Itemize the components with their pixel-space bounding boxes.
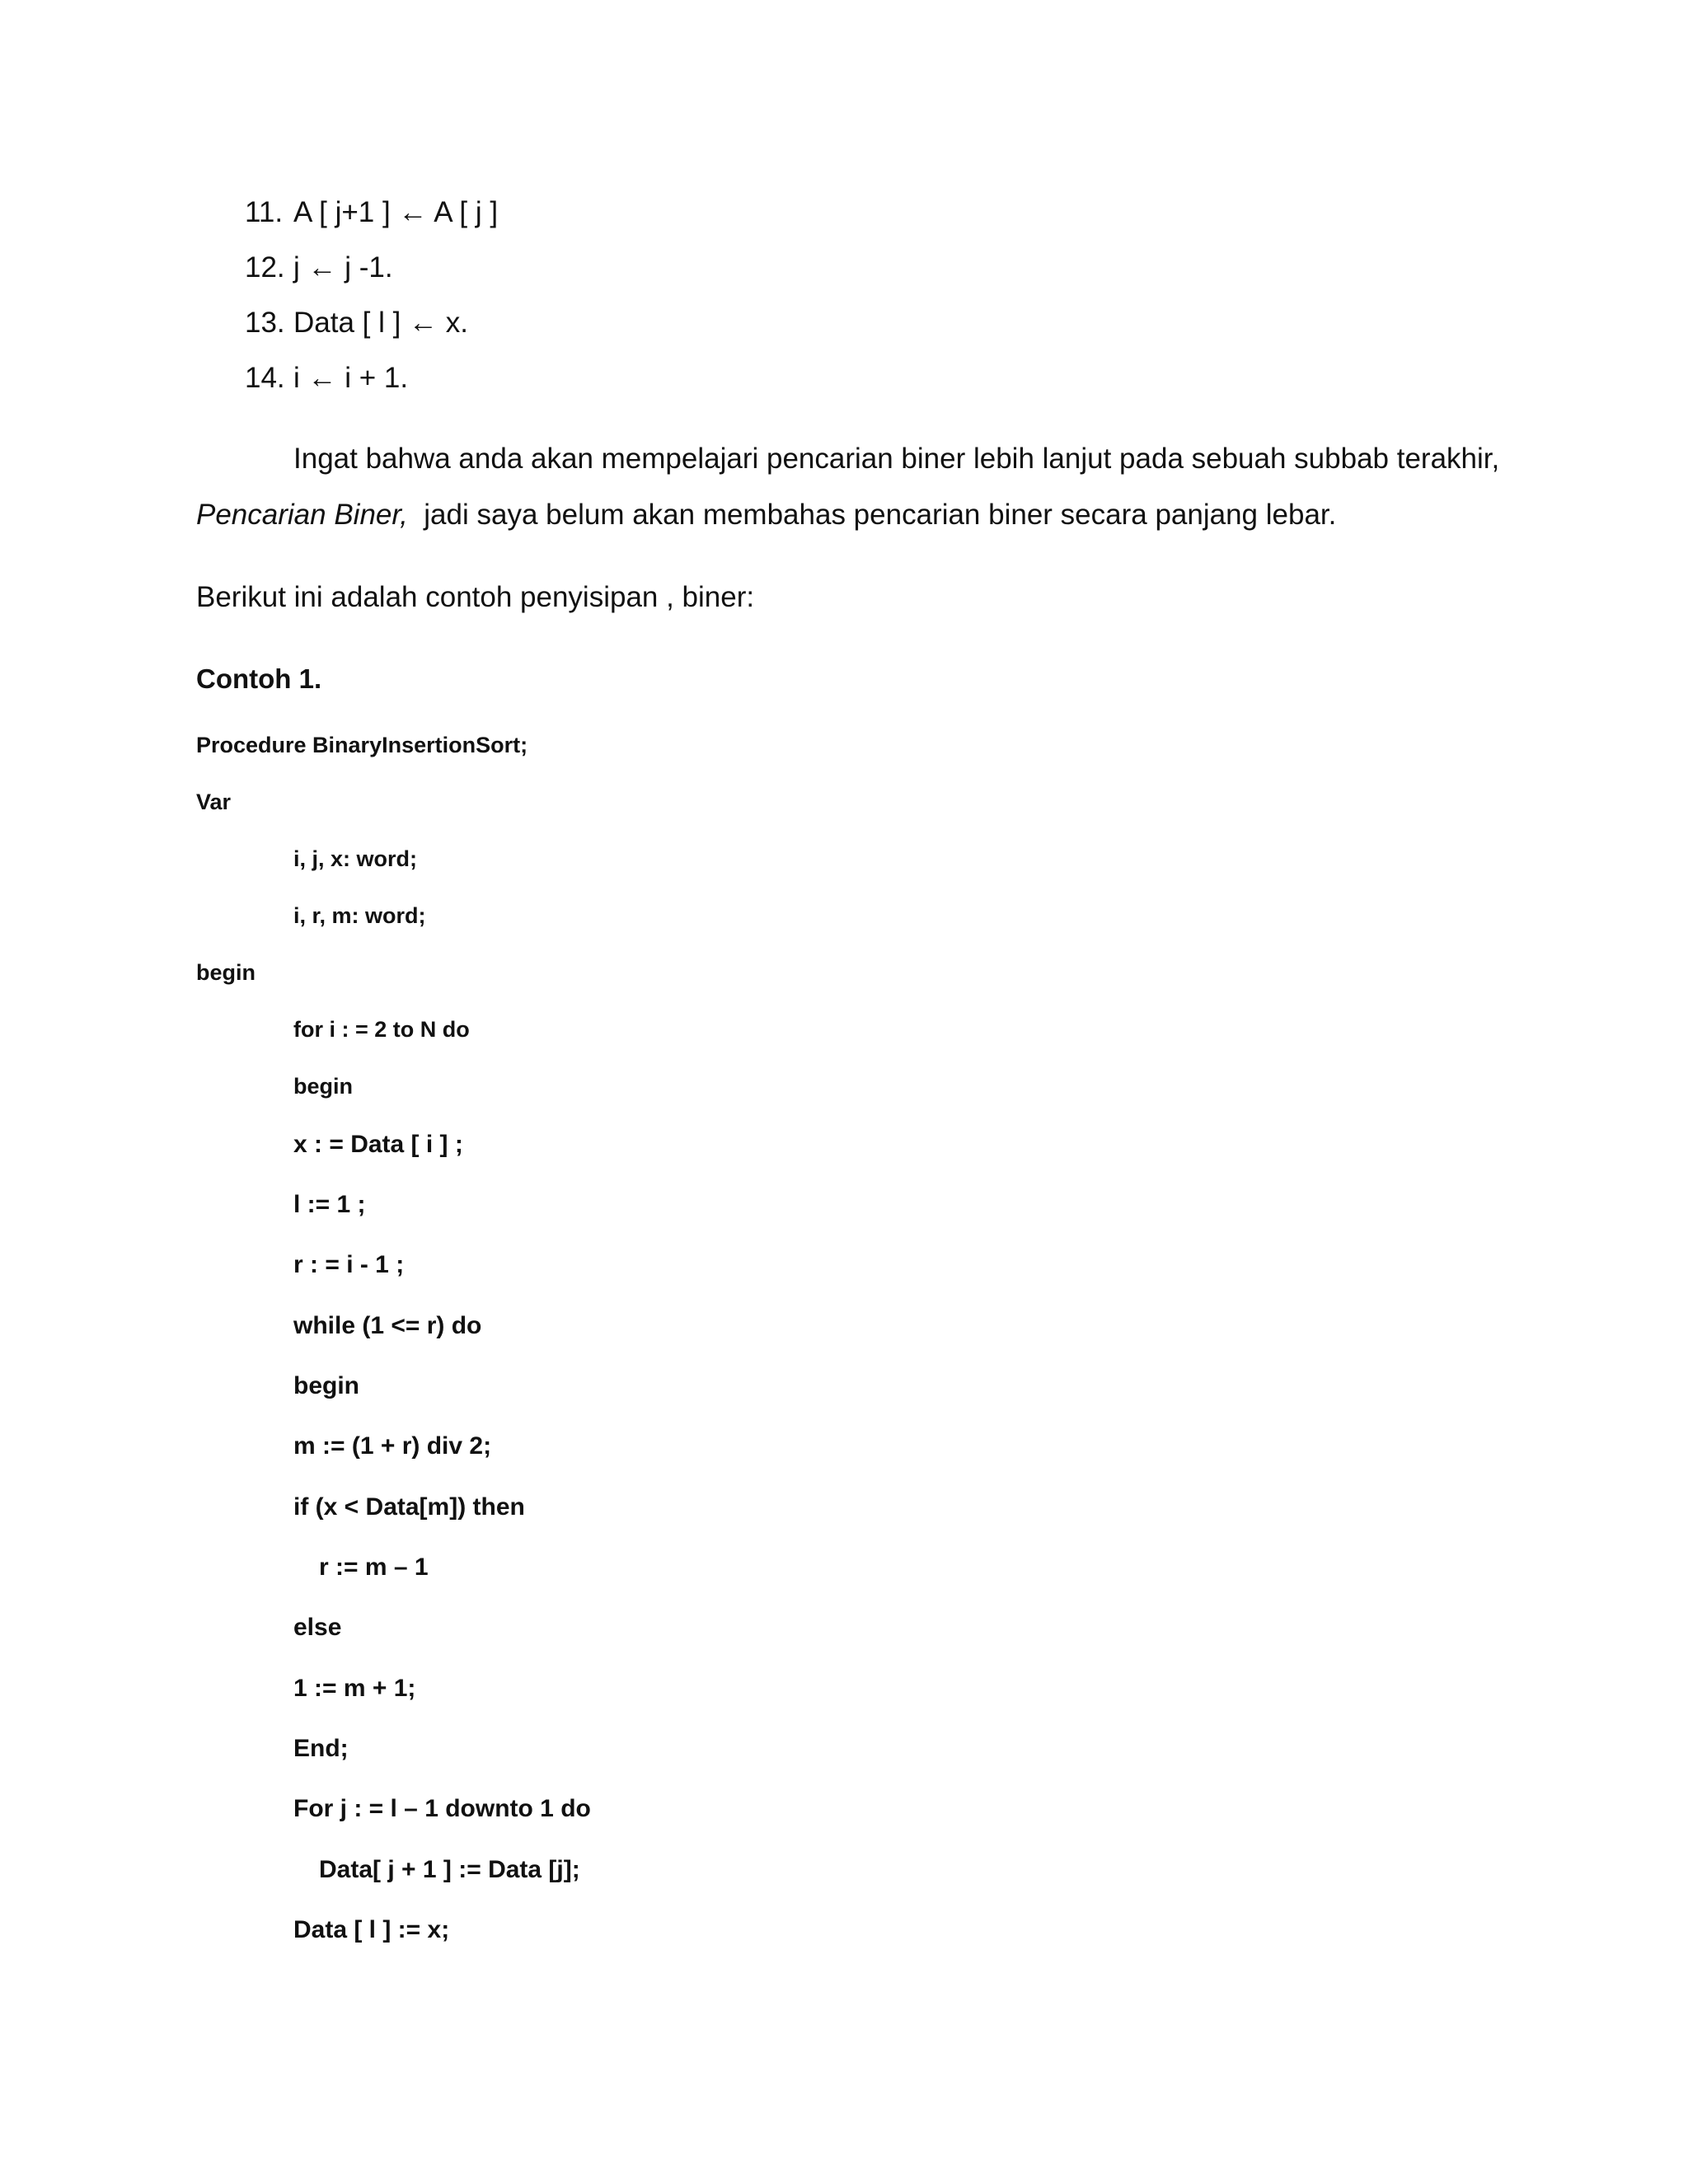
code-line: l := 1 ;	[293, 1191, 366, 1218]
intro-text: Berikut ini adalah contoh penyisipan , biner:	[196, 581, 755, 613]
code-line: begin	[293, 1372, 359, 1399]
code-line: begin	[196, 960, 256, 985]
code-line: Procedure BinaryInsertionSort;	[196, 733, 528, 757]
code-line: 1 := m + 1;	[293, 1675, 416, 1702]
list-item-text: Data [ l ] ← x.	[293, 307, 468, 339]
paragraph-line-2	[196, 499, 1336, 532]
list-item-text: j ← j -1.	[293, 251, 393, 284]
paragraph-line-1: Ingat bahwa anda akan mempelajari pencarian biner lebih lanjut pada sebuah subbab terakhir,	[293, 443, 1500, 475]
code-line: Data [ l ] := x;	[293, 1916, 450, 1943]
code-line: Var	[196, 790, 232, 814]
code-line: Data[ j + 1 ] := Data [j];	[319, 1856, 580, 1883]
list-number: 14.	[245, 362, 285, 394]
list-number: 13.	[245, 307, 285, 339]
code-line: i, j, x: word;	[293, 846, 418, 871]
code-line: i, r, m: word;	[293, 903, 426, 928]
code-line: r := m – 1	[319, 1554, 429, 1581]
list-item-text: A [ j+1 ] ← A [ j ]	[293, 196, 499, 228]
code-line: begin	[293, 1074, 353, 1099]
list-number: 11.	[245, 196, 284, 228]
code-line: if (x < Data[m]) then	[293, 1493, 525, 1521]
list-item-text: i ← i + 1.	[293, 362, 409, 394]
paragraph-line-2-rest: jadi saya belum akan membahas pencarian biner secara panjang lebar.	[424, 499, 1337, 531]
code-line: For j : = l – 1 downto 1 do	[293, 1795, 591, 1822]
paragraph-italic-term: Pencarian Biner,	[196, 499, 408, 531]
example-heading: Contoh 1.	[196, 663, 322, 694]
code-line: m := (1 + r) div 2;	[293, 1432, 492, 1460]
code-line: r : = i - 1 ;	[293, 1251, 405, 1278]
code-line: End;	[293, 1735, 349, 1762]
code-line: for i : = 2 to N do	[293, 1017, 470, 1042]
code-line: while (1 <= r) do	[293, 1312, 482, 1339]
list-number: 12.	[245, 251, 285, 284]
code-line: else	[293, 1614, 342, 1641]
code-line: x : = Data [ i ] ;	[293, 1131, 463, 1158]
